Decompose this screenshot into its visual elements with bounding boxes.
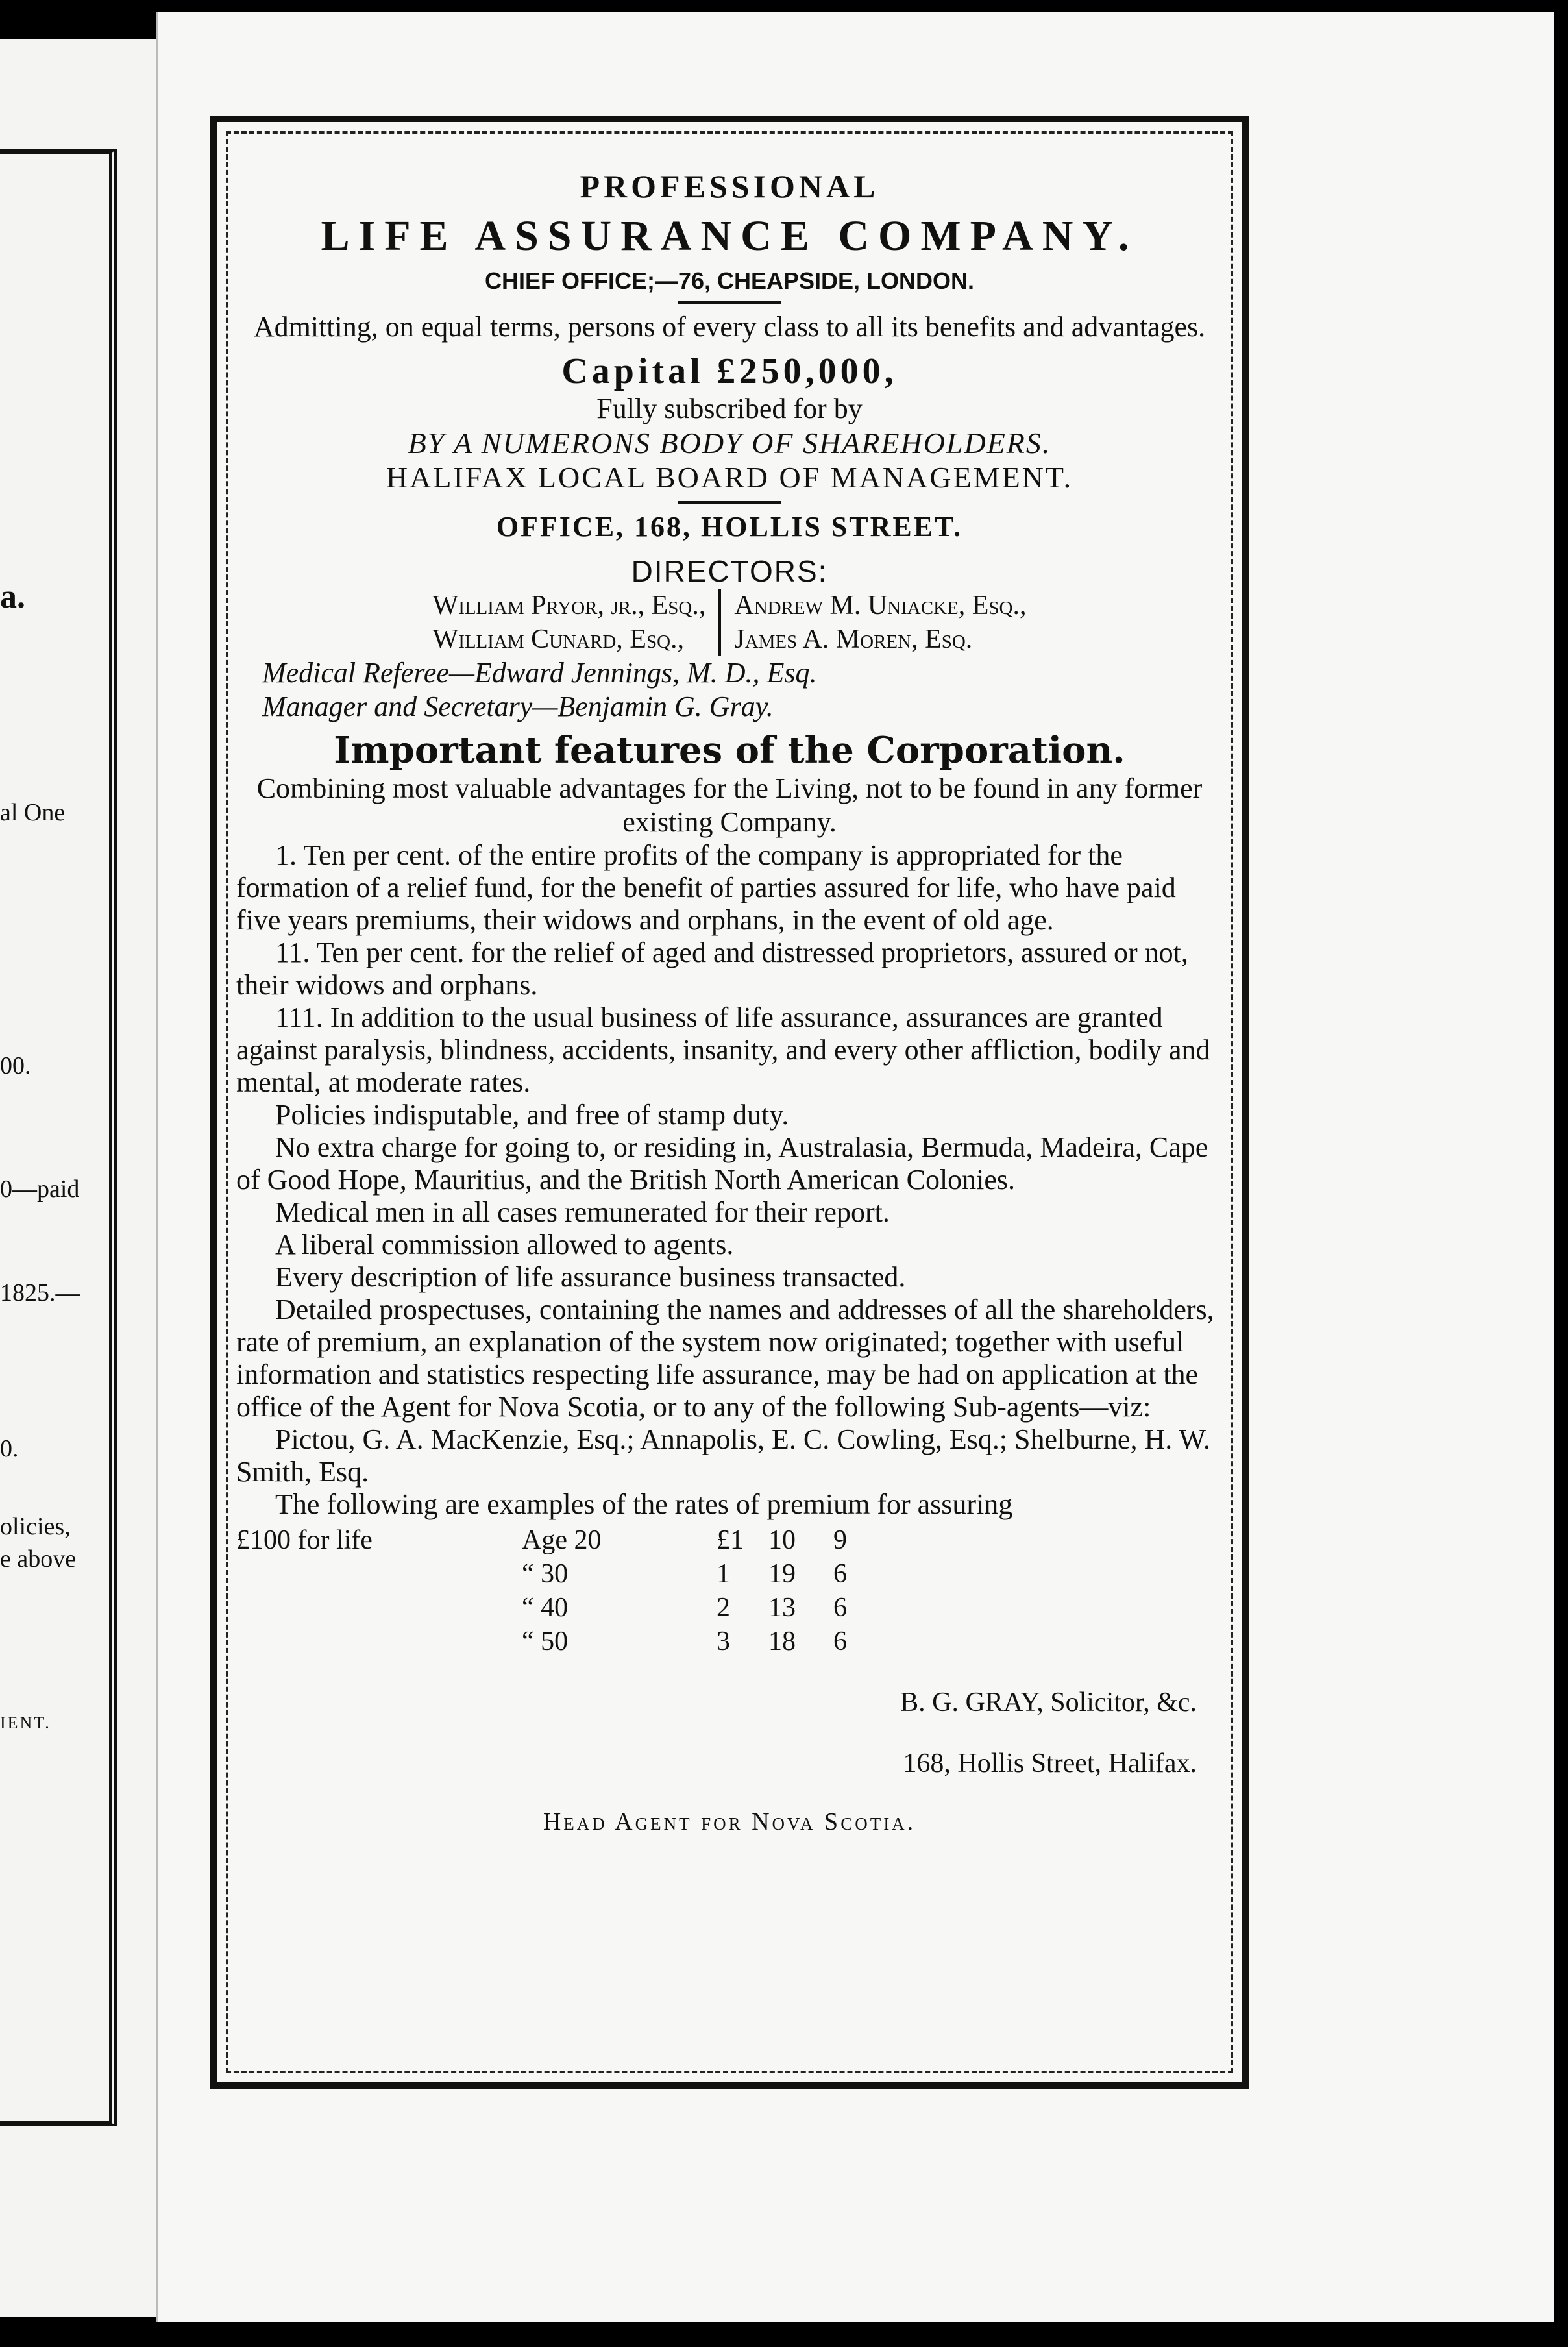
signature-address: 168, Hollis Street, Halifax. — [903, 1749, 1197, 1778]
directors-right-column — [721, 589, 1039, 656]
feature-paragraph: 1. Ten per cent. of the entire profits of the company is appropriated for the formation of a relief fund, for the benefit of parties assured for life, who have paid five years premiums, their widows and orphans, in the event of old age. — [236, 839, 1176, 936]
rates-table — [236, 1523, 1223, 1658]
combining-text: Combining most valuable advantages for the Living, not to be found in any former existing Company. — [256, 772, 1203, 838]
subscribed-text: Fully subscribed for by — [596, 393, 863, 424]
director-name: William Cunard, Esq., — [432, 624, 685, 654]
rate-label — [236, 1591, 522, 1625]
rate-shillings: 18 — [768, 1627, 796, 1656]
rate-pence: 9 — [833, 1525, 847, 1555]
feature-paragraph: No extra charge for going to, or residing in, Australasia, Bermuda, Madeira, Cape of Good Hope, Mauritius, and the British North American Colonies. — [236, 1131, 1208, 1196]
features-heading: Important features of the Corporation. — [334, 729, 1125, 772]
manager-secretary: Manager and Secretary—Benjamin G. Gray. — [262, 691, 774, 722]
directors-left-column — [420, 589, 722, 656]
rate-pence: 6 — [833, 1593, 847, 1623]
rate-pounds: 2 — [717, 1593, 730, 1623]
admitting-text: Admitting, on equal terms, persons of every class to all its benefits and advantages. — [253, 311, 1206, 343]
left-fragment: 1825.— — [0, 1279, 80, 1307]
feature-paragraph: Policies indisputable, and free of stamp duty. — [275, 1099, 789, 1131]
rates-intro: The following are examples of the rates of premium for assuring — [275, 1488, 1013, 1520]
rate-pounds: £1 — [717, 1525, 744, 1555]
capital: Capital £250,000, — [561, 351, 898, 391]
rate-label — [236, 1557, 522, 1591]
director-name: William Pryor, jr., Esq., — [432, 591, 706, 621]
rate-shillings: 13 — [768, 1593, 796, 1623]
medical-referee: Medical Referee—Edward Jennings, M. D., Esq. — [262, 657, 817, 689]
rate-age: “ 50 — [522, 1627, 569, 1656]
directors-heading: DIRECTORS: — [631, 554, 828, 588]
left-fragment: al One — [0, 799, 66, 826]
feature-paragraph: Medical men in all cases remunerated for their report. — [275, 1196, 890, 1228]
title-company: LIFE ASSURANCE COMPANY. — [321, 212, 1138, 260]
head-agent: Head Agent for Nova Scotia. — [543, 1808, 916, 1836]
rate-pounds: 1 — [717, 1559, 730, 1589]
left-fragment: IENT. — [0, 1714, 51, 1732]
signature-name: B. G. GRAY, Solicitor, &c. — [900, 1688, 1197, 1717]
rate-pence: 6 — [833, 1559, 847, 1589]
feature-paragraph: A liberal commission allowed to agents. — [275, 1229, 734, 1260]
rate-pence: 6 — [833, 1627, 847, 1656]
left-fragment: 0. — [0, 1435, 19, 1462]
director-name: Andrew M. Uniacke, Esq., — [734, 591, 1027, 621]
rate-age: Age 20 — [522, 1525, 602, 1555]
left-fragment: olicies, — [0, 1513, 71, 1540]
left-fragment: 0—paid — [0, 1175, 80, 1203]
feature-paragraph: 11. Ten per cent. for the relief of aged and distressed proprietors, assured or not, their widows and orphans. — [236, 937, 1188, 1001]
rate-label — [236, 1625, 522, 1658]
director-name: James A. Moren, Esq. — [734, 624, 973, 654]
divider — [678, 501, 781, 504]
advertisement-frame — [210, 116, 1249, 2089]
rate-shillings: 10 — [768, 1525, 796, 1555]
sub-agents: Pictou, G. A. MacKenzie, Esq.; Annapolis, E. C. Cowling, Esq.; Shelburne, H. W. Smith, Esq. — [236, 1423, 1210, 1488]
rate-pounds: 3 — [717, 1627, 730, 1656]
chief-office: CHIEF OFFICE;—76, CHEAPSIDE, LONDON. — [484, 267, 975, 294]
feature-paragraph: Every description of life assurance business transacted. — [275, 1261, 906, 1293]
rate-shillings: 19 — [768, 1559, 796, 1589]
feature-paragraph: 111. In addition to the usual business of life assurance, assurances are granted against paralysis, blindness, accidents, insanity, and every other affliction, bodily and mental, at moderate rates. — [236, 1001, 1210, 1098]
title-professional: PROFESSIONAL — [580, 168, 879, 204]
local-board: HALIFAX LOCAL BOARD OF MANAGEMENT. — [386, 461, 1073, 494]
directors-list — [236, 589, 1223, 656]
advertisement-page — [156, 12, 1554, 2322]
shareholders-text: BY A NUMERONS BODY OF SHAREHOLDERS. — [408, 426, 1051, 460]
advertisement-content — [236, 141, 1223, 2063]
feature-paragraph: Detailed prospectuses, containing the names and addresses of all the shareholders, rate of premium, an explanation of the system now originated; together with useful information and statistics respecting life assurance, may be had on application at the office of the Agent for Nova Scotia, or to any of the following Sub-agents—viz: — [236, 1294, 1214, 1423]
left-fragment: e above — [0, 1545, 77, 1573]
office-address: OFFICE, 168, HOLLIS STREET. — [496, 511, 963, 543]
divider — [678, 301, 781, 304]
left-fragment: 00. — [0, 1052, 31, 1079]
rate-age: “ 40 — [522, 1593, 569, 1623]
left-fragment: a. — [0, 578, 25, 615]
previous-page-border — [0, 149, 117, 2126]
rate-label: £100 for life — [236, 1525, 373, 1555]
rate-age: “ 30 — [522, 1559, 569, 1589]
